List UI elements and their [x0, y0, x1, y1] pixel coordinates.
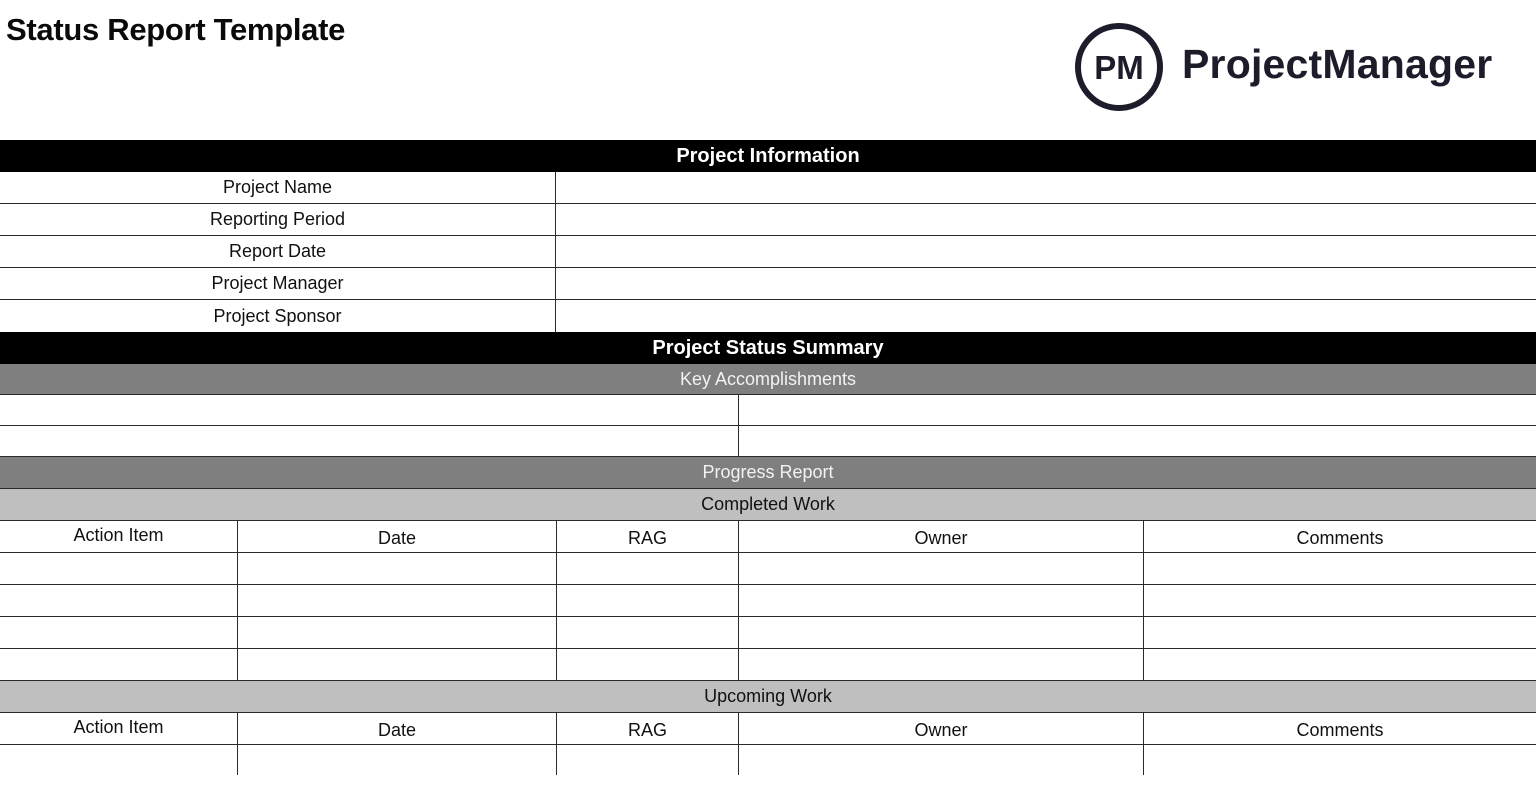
brand-block [1074, 22, 1492, 112]
group-header-completed-work: Completed Work [0, 489, 1536, 521]
date-cell[interactable] [238, 617, 557, 648]
table-row [0, 617, 1536, 649]
reporting-period-field[interactable] [556, 204, 1536, 235]
brand-name: ProjectManager [1182, 40, 1493, 87]
action-item-cell[interactable] [0, 649, 238, 680]
column-header-owner: Owner [739, 713, 1144, 744]
rag-cell[interactable] [557, 617, 739, 648]
rag-cell[interactable] [557, 649, 739, 680]
info-row-project-sponsor [0, 300, 1536, 332]
owner-cell[interactable] [739, 585, 1144, 616]
accomplishment-cell[interactable] [0, 426, 739, 456]
table-row [0, 553, 1536, 585]
action-item-cell[interactable] [0, 745, 238, 775]
column-header-rag: RAG [557, 521, 739, 552]
action-item-cell[interactable] [0, 585, 238, 616]
comments-cell[interactable] [1144, 649, 1536, 680]
column-header-comments: Comments [1296, 528, 1384, 548]
comments-cell[interactable] [1144, 745, 1536, 775]
comments-cell[interactable] [1144, 617, 1536, 648]
table-row [0, 585, 1536, 617]
group-header-upcoming-work: Upcoming Work [0, 681, 1536, 713]
action-item-cell[interactable] [0, 553, 238, 584]
pm-logo-text: PM [1094, 49, 1144, 86]
accomplishment-cell[interactable] [0, 395, 739, 425]
date-cell[interactable] [238, 649, 557, 680]
column-header-date: Date [238, 521, 557, 552]
subsection-header-key-accomplishments: Key Accomplishments [0, 364, 1536, 395]
info-row-project-name [0, 172, 1536, 204]
accomplishment-cell[interactable] [739, 395, 1536, 425]
info-row-report-date [0, 236, 1536, 268]
info-label: Project Name [0, 172, 556, 203]
table-row [0, 649, 1536, 681]
pm-logo-icon [1074, 22, 1164, 112]
owner-cell[interactable] [739, 745, 1144, 775]
comments-cell[interactable] [1144, 553, 1536, 584]
project-name-field[interactable] [556, 172, 1536, 203]
accomplishment-cell[interactable] [739, 426, 1536, 456]
column-header-date: Date [238, 713, 557, 744]
section-header-project-status-summary: Project Status Summary [0, 332, 1536, 364]
subsection-header-progress-report: Progress Report [0, 457, 1536, 489]
report-sheet [0, 140, 1536, 775]
accomplishment-row [0, 426, 1536, 457]
report-date-field[interactable] [556, 236, 1536, 267]
rag-cell[interactable] [557, 585, 739, 616]
info-label: Reporting Period [0, 204, 556, 235]
project-manager-field[interactable] [556, 268, 1536, 299]
column-header-action-item: Action Item [0, 713, 238, 744]
column-header-owner: Owner [739, 521, 1144, 552]
info-label: Project Sponsor [0, 300, 556, 332]
action-item-cell[interactable] [0, 617, 238, 648]
info-label: Project Manager [0, 268, 556, 299]
owner-cell[interactable] [739, 649, 1144, 680]
document-title: Status Report Template [6, 12, 346, 47]
rag-cell[interactable] [557, 553, 739, 584]
column-header-action-item: Action Item [0, 521, 238, 552]
upcoming-work-column-headers [0, 713, 1536, 745]
table-row [0, 745, 1536, 775]
column-header-comments: Comments [1296, 720, 1384, 740]
date-cell[interactable] [238, 585, 557, 616]
owner-cell[interactable] [739, 617, 1144, 648]
owner-cell[interactable] [739, 553, 1144, 584]
date-cell[interactable] [238, 553, 557, 584]
completed-work-column-headers [0, 521, 1536, 553]
rag-cell[interactable] [557, 745, 739, 775]
section-header-project-information: Project Information [0, 140, 1536, 172]
info-row-reporting-period [0, 204, 1536, 236]
column-header-rag: RAG [557, 713, 739, 744]
date-cell[interactable] [238, 745, 557, 775]
info-row-project-manager [0, 268, 1536, 300]
accomplishment-row [0, 395, 1536, 426]
project-sponsor-field[interactable] [556, 300, 1536, 332]
comments-cell[interactable] [1144, 585, 1536, 616]
info-label: Report Date [0, 236, 556, 267]
